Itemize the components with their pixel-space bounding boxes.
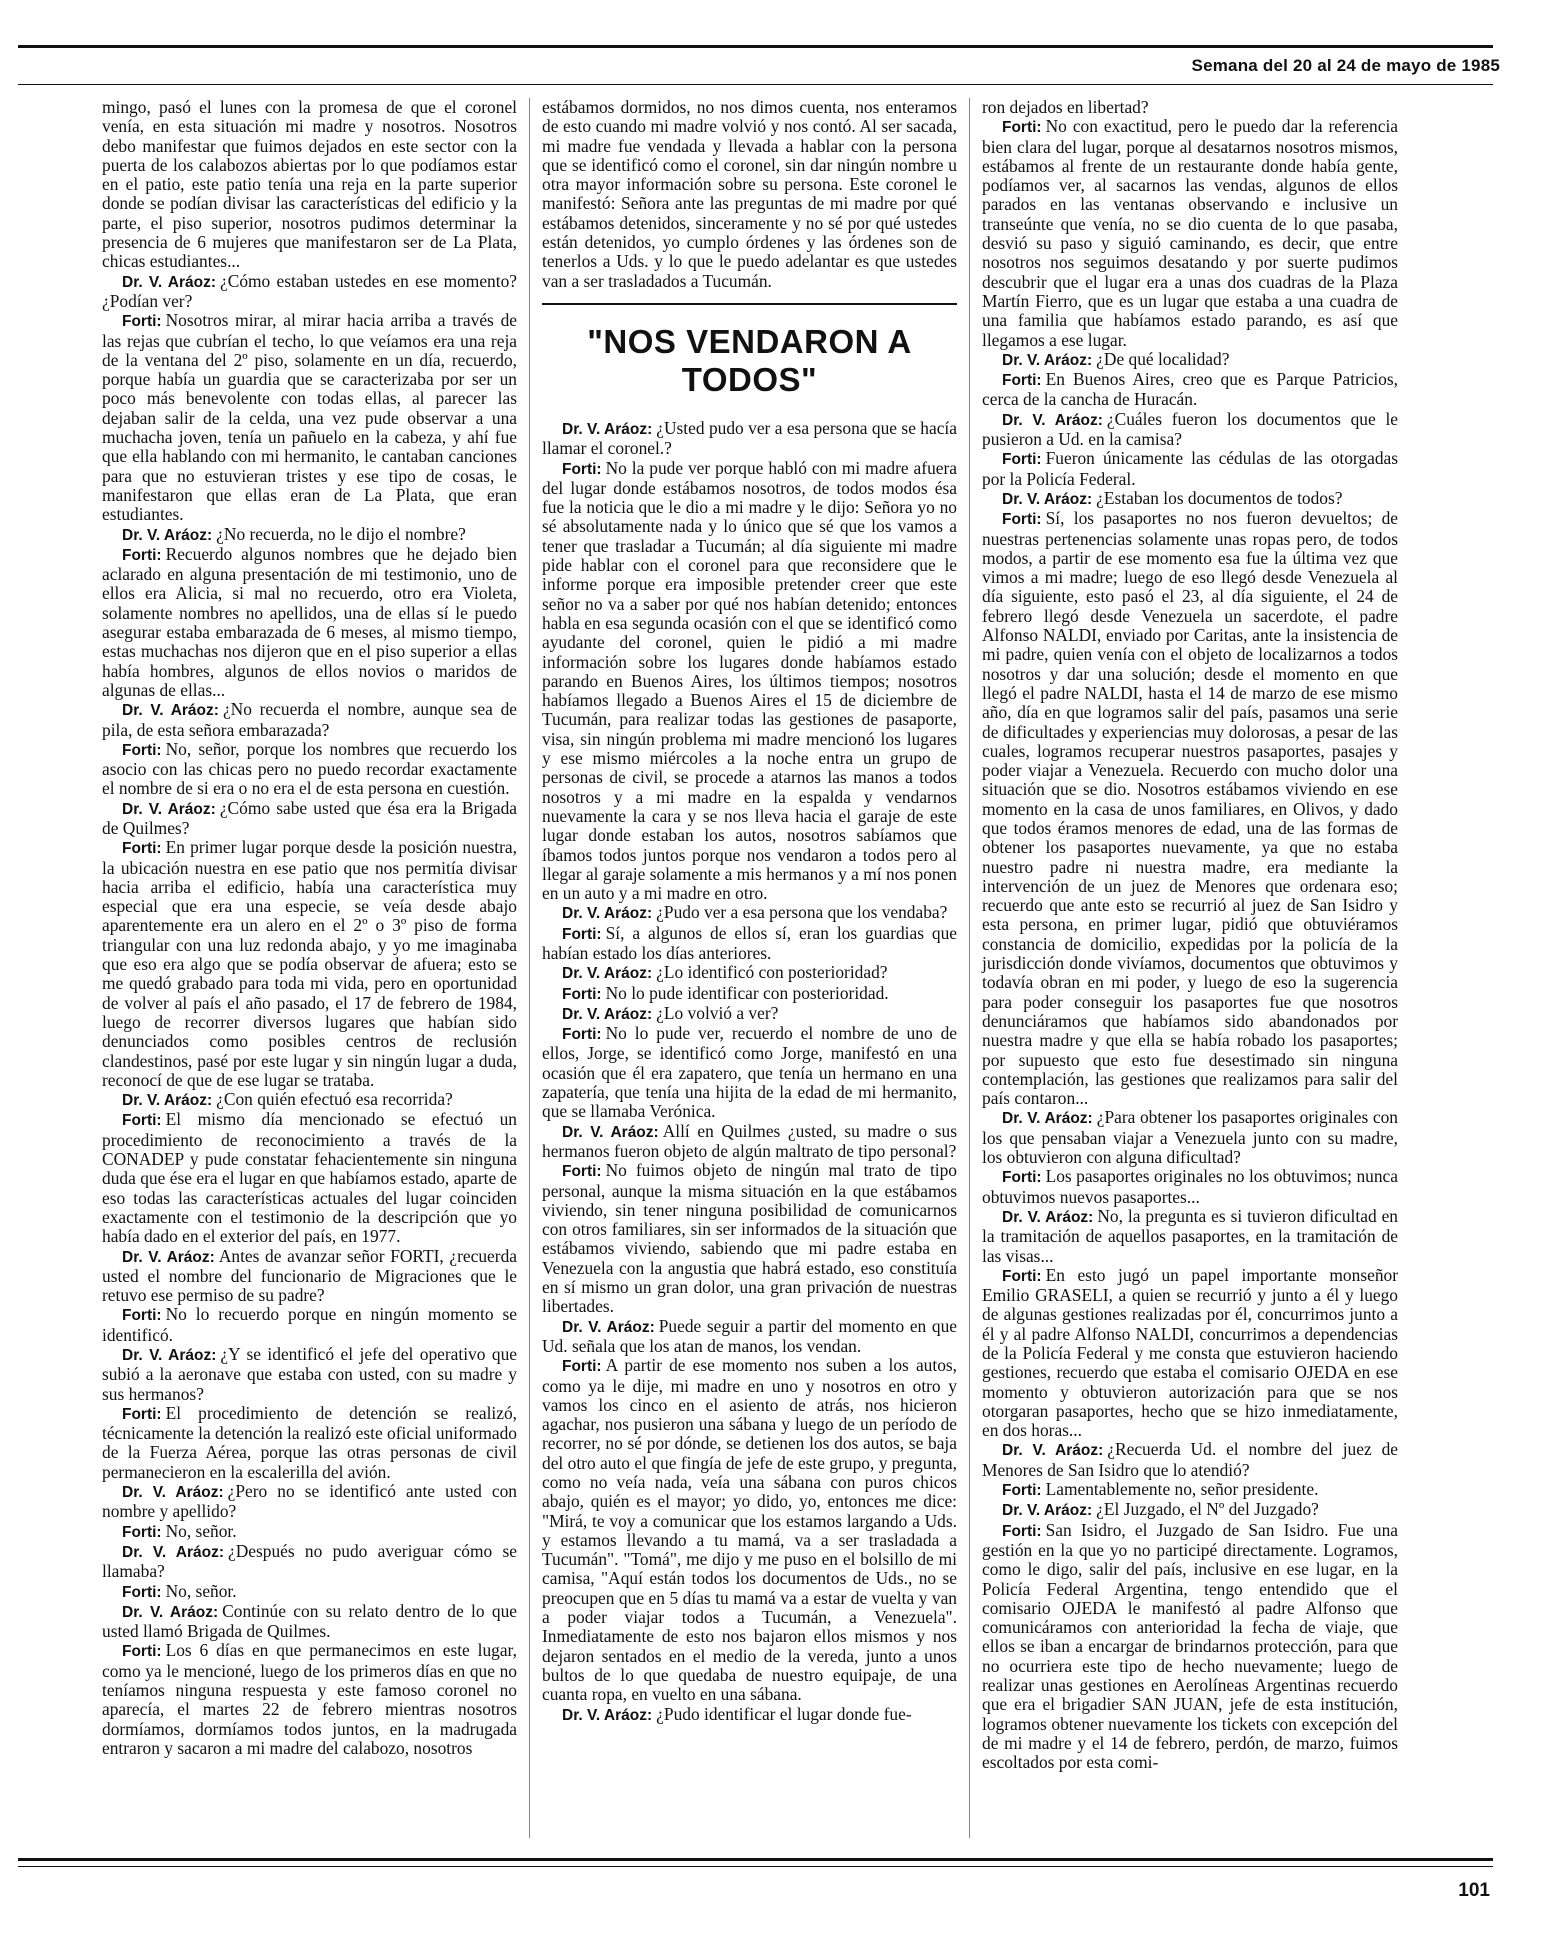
speaker-label: Forti: xyxy=(122,1643,162,1661)
paragraph-text: El procedimiento de detención se realizó, técnicamente la detención la realizó este oficial uniformado de la Fuerza Aérea, porque las otras personas de civil permanecieron en la escalerilla del avión. xyxy=(102,1402,517,1482)
paragraph-text: El mismo día mencionado se efectuó un procedimiento de reconocimiento a través de la CONADEP y pude constatar fehacientemente sin ninguna duda que ése era el lugar en que habíamos estado, aparte de eso todas las características actuales del lugar coinciden exactamente con el testimonio de la descripción que yo había dado en el exterior del país, en 1977. xyxy=(102,1109,517,1247)
paragraph-text: ¿Pudo ver a esa persona que los vendaba? xyxy=(656,902,948,923)
paragraph-text: No la pude ver porque habló con mi madre afuera del lugar donde estábamos nosotros, de todos modos ésa fue la noticia que le dio a mi madre y le dijo: Señora yo no sé absolutamente nada y lo único que sé que los vamos a tener que trasladar a Tucumán; al día siguiente mi madre pide hablar con el coronel para que reconsidere que le informe porque era imposible pretender creer que este señor no va a saber por qué nos habían detenido; entonces habla en esa segunda ocasión con el que se identificó como ayudante del coronel, quien le pidió a mi madre información sobre los lugares donde habíamos estado parando en Buenos Aires, los últimos tiempos; nosotros habíamos llegado a Buenos Aires el 15 de diciembre de Tucumán, para realizar todas las gestiones de pasaporte, visa, sin ningún problema mi madre mencionó los lugares y ese mismo miércoles a la noche entra un grupo de personas de civil, se procede a atarnos las manos a todos nosotros y a mi madre en la espalda y vendarnos nuevamente la cara y se nos lleva hacia el garaje de este lugar donde estaban los autos, nosotros sabíamos que íbamos todos juntos porque nos vendaron a todos pero al llegar al garaje solamente a mis hermanos y a mí nos ponen en un auto y a mi madre en otro. xyxy=(542,457,957,904)
paragraph-text: ¿Lo identificó con posterioridad? xyxy=(656,962,888,983)
transcript-paragraph xyxy=(542,903,957,923)
transcript-paragraph xyxy=(102,740,517,799)
speaker-label: Dr. V. Aráoz: xyxy=(562,1706,653,1724)
paragraph-text: ¿Cuáles fueron los documentos que le pusieron a Ud. en la camisa? xyxy=(982,408,1398,450)
speaker-label: Dr. V. Aráoz: xyxy=(562,420,653,438)
paragraph-text: En primer lugar porque desde la posición nuestra, la ubicación nuestra en ese patio que nos permitía divisar hacia arriba el edificio, había una característica muy especial que era una especie, se veía desde abajo aparentemente era un alero en el 2º o 3º piso de forma triangular con una luz redonda abajo, y yo me imaginaba que eso era algo que se podía observar de afuera; esto se me quedó grabado para toda mi vida, pero en oportunidad de volver al país el año pasado, el 17 de febrero de 1984, luego de recorrer diversos lugares que habían sido denunciados como posibles centros de reclusión clandestinos, pasé por este lugar y sin ningún lugar a duda, reconocí de que de ese lugar se trataba. xyxy=(102,837,517,1090)
paragraph-text: ¿Después no pudo averiguar cómo se llamaba? xyxy=(102,1540,517,1582)
speaker-label: Forti: xyxy=(122,546,162,564)
paragraph-text: ¿Pudo identificar el lugar donde fue- xyxy=(656,1703,912,1724)
footer-rule xyxy=(18,1858,1493,1861)
paragraph-text: Los 6 días en que permanecimos en este lugar, como ya le mencioné, luego de los primeros días en que no teníamos ninguna respuesta y este famoso coronel no aparecía, el martes 22 de febrero mientras nosotros dormíamos, dormíamos todos juntos, en la madrugada entraron y sacaron a mi madre del calabozo, nosotros xyxy=(102,1640,517,1758)
speaker-label: Forti: xyxy=(122,1307,162,1325)
speaker-label: Dr. V. Aráoz: xyxy=(1002,411,1103,429)
transcript-paragraph xyxy=(982,410,1398,450)
paragraph-text: No lo pude identificar con posterioridad. xyxy=(605,982,889,1003)
transcript-paragraph xyxy=(982,1500,1398,1520)
speaker-label: Forti: xyxy=(1002,1482,1042,1500)
speaker-label: Forti: xyxy=(122,1523,162,1541)
speaker-label: Dr. V. Aráoz: xyxy=(1002,1502,1093,1520)
section-rule xyxy=(542,303,957,305)
speaker-label: Forti: xyxy=(562,1026,602,1044)
speaker-label: Forti: xyxy=(562,460,602,478)
paragraph-text: Puede seguir a partir del momento en que Ud. señala que los atan de manos, los vendan. xyxy=(542,1315,957,1356)
transcript-paragraph xyxy=(542,924,957,964)
speaker-label: Forti: xyxy=(562,925,602,943)
transcript-paragraph xyxy=(102,799,517,839)
paragraph-text: ¿De qué localidad? xyxy=(1096,348,1230,369)
paragraph-text: No lo pude ver, recuerdo el nombre de uno de ellos, Jorge, se identificó como Jorge, manifestó en una ocasión que él era zapatero, que tenía un hermano en una zapatería, que tenía una hijita de la edad de mi hermanito, que se llamaba Verónica. xyxy=(542,1023,957,1122)
transcript-paragraph xyxy=(542,984,957,1004)
speaker-label: Dr. V. Aráoz: xyxy=(562,965,653,983)
speaker-label: Dr. V. Aráoz: xyxy=(562,905,653,923)
paragraph-text: estábamos dormidos, no nos dimos cuenta, nos enteramos de esto cuando mi madre volvió y nos contó. Al ser sacada, mi madre fue vendada y llevada a hablar con la persona que se identificó como el coronel, sin dar ningún nombre u otra mayor información sobre su persona. Este coronel le manifestó: Señora ante las preguntas de mi madre por qué estábamos detenidos, sinceramente y no sé por qué ustedes están detenidos, yo cumplo órdenes y las órdenes son de tenerlos a Uds. y lo que le puedo adelantar es que ustedes van a ser trasladados a Tucumán. xyxy=(542,98,957,291)
transcript-paragraph xyxy=(542,1705,957,1725)
transcript-paragraph xyxy=(102,1305,517,1345)
transcript-paragraph xyxy=(102,1247,517,1306)
transcript-paragraph xyxy=(982,1108,1398,1167)
speaker-label: Forti: xyxy=(122,1112,162,1130)
speaker-label: Forti: xyxy=(1002,1522,1042,1540)
speaker-label: Forti: xyxy=(122,1405,162,1423)
speaker-label: Forti: xyxy=(122,1583,162,1601)
paragraph-text: No fuimos objeto de ningún mal trato de tipo personal, aunque la misma situación en la que estábamos viviendo, sin tener ninguna posibilidad de comunicarnos con otros familiares, sin ser informados de la situación que estábamos viviendo, sabiendo que mi padre estaba en Venezuela con la angustia que habrá estado, eso constituía en sí mismo un gran dolor, una gran privación de nuestras libertades. xyxy=(542,1160,957,1317)
column-1 xyxy=(90,98,530,1838)
speaker-label: Forti: xyxy=(122,741,162,759)
transcript-paragraph xyxy=(982,98,1398,117)
paragraph-text: Sí, los pasaportes no nos fueron devueltos; de nuestras pertenencias solamente unas ropas pero, de todos modos, a partir de ese momento esa fue la última vez que vimos a mi madre; luego de eso llegó desde Venezuela al día siguiente, esto pasó el 23, al día siguiente, el 24 de febrero llegó desde Venezuela un sacerdote, el padre Alfonso NALDI, enviado por Caritas, ante la insistencia de mi padre, quien venía con el objeto de localizarnos a todos nosotros y dar una solución; desde el momento en que llegó el padre NALDI, hasta el 14 de marzo de ese mismo año, día en que logramos salir del país, pasamos una serie de dificultades y experiencias muy dolorosas, a pesar de las cuales, logramos recuperar nuestros pasaportes, pasajes y poder viajar a Venezuela. Recuerdo con mucho dolor una situación que se dio. Nosotros estábamos viviendo en ese momento en la casa de unos familiares, en Olivos, y dado que todos éramos menores de edad, una de las formas de obtener los pasaportes nuevamente, ya que no estaba nuestro padre ni nuestra madre, era mediante la intervención de un juez de Menores que ordenara eso; recuerdo que ante esto se recurrió al juez de San Isidro y esta persona, en primer lugar, pidió que obtuviéramos constancia de domicilio, expedidas por la policía de la jurisdicción donde vivíamos, documentos que obtuvimos y todavía obran en mi poder, y luego de eso la sugerencia para poder conseguir los pasaportes fue que nosotros denunciáramos que habíamos sido abandonados por nuestra madre y que ella se había robado los pasaportes; por supuesto que esto fue desestimado sin ninguna contemplación, las gestiones que realizamos para salir del país contaron... xyxy=(982,508,1398,1109)
paragraph-text: En esto jugó un papel importante monseñor Emilio GRASELI, a quien se recurrió y junto a él y luego de algunas gestiones realizadas por él, concurrimos junto a él y al padre Alfonso NALDI, concurrimos a dependencias de la Policía Federal y me consta que estuvieron haciendo gestiones, recuerdo que estaba el comisario OJEDA en ese momento y obtuvieron autorización para que se nos otorgaran pasaportes, hecho que se hizo inmediatamente, en dos horas... xyxy=(982,1264,1398,1441)
speaker-label: Dr. V. Aráoz: xyxy=(1002,1208,1094,1226)
speaker-label: Dr. V. Aráoz: xyxy=(122,800,216,818)
paragraph-text: San Isidro, el Juzgado de San Isidro. Fue una gestión en la que yo no participé directamente. Logramos, como le digo, salir del país, inclusive en ese lugar, en la Policía Federal Argentina, tengo entendido que el comisario OJEDA le manifestó al padre Alfonso que comunicáramos con anterioridad la fecha de viaje, que ellos se iban a encargar de brindarnos protección, para que no ocurriera este tipo de hecho nuevamente; luego de realizar unas gestiones en Aerolíneas Argentinas recuerdo que era el brigadier SAN JUAN, jefe de esta institución, logramos obtener nuevamente los tickets con excepción del de mi madre y el 14 de febrero, perdón, de marzo, fuimos escoltados por esta comi- xyxy=(982,1519,1398,1773)
paragraph-text: Fueron únicamente las cédulas de las otorgadas por la Policía Federal. xyxy=(982,448,1398,489)
paragraph-text: ¿Estaban los documentos de todos? xyxy=(1096,487,1343,508)
paragraph-text: Los pasaportes originales no los obtuvimos; nunca obtuvimos nuevos pasaportes... xyxy=(982,1166,1398,1207)
paragraph-text: En Buenos Aires, creo que es Parque Patricios, cerca de la cancha de Huracán. xyxy=(982,369,1398,410)
paragraph-text: Nosotros mirar, al mirar hacia arriba a través de las rejas que cubrían el techo, lo que veíamos era una reja de la ventana del 2º piso, solamente en un día, recuerdo, porque había un guardia que se caracterizaba por ser un poco más benevolente con todas ellas, al parecer las dejaban salir de la celda, una vez pude observar a una muchacha joven, tenía un pañuelo en la cabeza, y ahí fue que ella hablando con mi hermanito, le cantaban canciones para que no estuvieran tristes y ese tipo de cosas, le manifestaron que ellas eran de La Plata, que eran estudiantes. xyxy=(102,310,517,525)
transcript-paragraph xyxy=(102,98,517,272)
paragraph-text: Recuerdo algunos nombres que he dejado bien aclarado en alguna presentación de mi testimonio, uno de ellos era Alicia, si mal no recuerdo, otro era Violeta, solamente nombres no apellidos, una de ellas sí le puedo asegurar estaba embarazada de 6 meses, al mismo tiempo, estas muchachas nos dijeron que en el piso superior a ellas había hombres, algunos de ellos novios o maridos de algunas de ellas... xyxy=(102,543,517,700)
paragraph-text: ¿Para obtener los pasaportes originales con los que pensaban viajar a Venezuela junto con su madre, los obtuvieron con alguna dificultad? xyxy=(982,1107,1398,1168)
transcript-paragraph xyxy=(542,459,957,904)
paragraph-text: No, señor. xyxy=(165,1580,237,1601)
transcript-paragraph xyxy=(542,1024,957,1121)
paragraph-text: ¿Lo volvió a ver? xyxy=(656,1002,779,1023)
paragraph-text: ¿Usted pudo ver a esa persona que se hacía llamar el coronel.? xyxy=(542,417,957,459)
footer-rule-thin xyxy=(18,1866,1493,1867)
paragraph-text: Lamentablemente no, señor presidente. xyxy=(1045,1479,1319,1500)
paragraph-text: No, señor. xyxy=(165,1520,237,1541)
speaker-label: Dr. V. Aráoz: xyxy=(122,526,213,544)
transcript-paragraph xyxy=(982,1480,1398,1500)
speaker-label: Dr. V. Aráoz: xyxy=(562,1318,655,1336)
paragraph-text: ¿No recuerda el nombre, aunque sea de pila, de esta señora embarazada? xyxy=(102,699,517,740)
transcript-paragraph xyxy=(982,489,1398,509)
speaker-label: Forti: xyxy=(562,1358,602,1376)
paragraph-text: Allí en Quilmes ¿usted, su madre o sus hermanos fueron objeto de algún maltrato de tipo personal? xyxy=(542,1120,957,1161)
transcript-paragraph xyxy=(542,1122,957,1162)
transcript-paragraph xyxy=(102,1345,517,1404)
paragraph-text: ¿El Juzgado, el Nº del Juzgado? xyxy=(1096,1499,1319,1520)
paragraph-text: ¿Cómo sabe usted que ésa era la Brigada de Quilmes? xyxy=(102,797,517,838)
speaker-label: Dr. V. Aráoz: xyxy=(562,1005,653,1023)
transcript-paragraph xyxy=(542,1161,957,1316)
speaker-label: Forti: xyxy=(122,313,162,331)
speaker-label: Dr. V. Aráoz: xyxy=(122,1092,213,1110)
speaker-label: Dr. V. Aráoz: xyxy=(1002,490,1093,508)
speaker-label: Forti: xyxy=(122,840,162,858)
transcript-paragraph xyxy=(982,509,1398,1108)
transcript-paragraph xyxy=(102,1482,517,1522)
transcript-paragraph xyxy=(102,1582,517,1602)
article-columns xyxy=(90,98,1490,1838)
column-2 xyxy=(530,98,970,1838)
speaker-label: Forti: xyxy=(1002,451,1042,469)
transcript-paragraph xyxy=(982,1266,1398,1441)
paragraph-text: ¿No recuerda, no le dijo el nombre? xyxy=(216,523,466,544)
speaker-label: Dr. V. Aráoz: xyxy=(1002,351,1093,369)
transcript-paragraph xyxy=(102,1542,517,1582)
transcript-paragraph xyxy=(982,1207,1398,1266)
paragraph-text: A partir de ese momento nos suben a los autos, como ya le dije, mi madre en uno y nosotros en otro y vamos los cinco en el asiento de atrás, nos hicieron agachar, nos pusieron una sábana y luego de un período de recorrer, no sé por dónde, se detienen los dos autos, se baja del otro auto el que fingía de jefe de este grupo, y pregunta, como no veía nada, veía una sábana con puros chicos abajo, quién es el mayor; yo dido, yo, entonces me dice: "Mirá, te voy a comunicar que los estamos largando a Uds. y estamos llevando a tu mamá, va a ser trasladada a Tucumán". "Tomá", me dijo y me puso en el bolsillo de mi camisa, "Aquí están todos los documentos de Uds., no se preocupen que en 5 días tu mamá va a estar de vuelta y van a poder viajar todos a Tucumán, a Venezuela". Inmediatamente de esto nos bajaron ellos mismos y nos dejaron sentados en el medio de la vereda, junto a unos bultos de lo que quedaba de nuestro equipaje, de una cuanta ropa, en vuelto en una sábana. xyxy=(542,1355,957,1705)
speaker-label: Dr. V. Aráoz: xyxy=(122,1248,215,1266)
speaker-label: Forti: xyxy=(1002,372,1042,390)
transcript-paragraph xyxy=(102,311,517,524)
paragraph-text: Antes de avanzar señor FORTI, ¿recuerda usted el nombre del funcionario de Migraciones que le retuvo ese permiso de su padre? xyxy=(102,1245,517,1306)
paragraph-text: mingo, pasó el lunes con la promesa de que el coronel venía, en esta situación mi madre y nosotros. Nosotros debo manifestar que fuimos dejados en este sector con la puerta de los calabozos abiertas por lo que podíamos estar en el patio, este patio tenía una reja en la parte superior donde se podían divisar las características del edificio y la parte, el piso superior, nosotros pudimos determinar la presencia de 6 mujeres que manifestaron ser de La Plata, chicas estudiantes... xyxy=(102,98,517,272)
column-3 xyxy=(970,98,1410,1838)
speaker-label: Forti: xyxy=(1002,1267,1042,1285)
transcript-paragraph xyxy=(982,1521,1398,1773)
transcript-paragraph xyxy=(102,272,517,312)
transcript-paragraph xyxy=(982,117,1398,350)
transcript-paragraph xyxy=(982,449,1398,489)
speaker-label: Dr. V. Aráoz: xyxy=(1002,1442,1104,1460)
speaker-label: Forti: xyxy=(1002,119,1042,137)
paragraph-text: No con exactitud, pero le puedo dar la referencia bien clara del lugar, porque al desatarnos nosotros mismos, estábamos al frente de un restaurante donde había gente, podíamos ver, al sacarnos las vendas, algunos de ellos parados en las ventanas observando e inclusive un transeúnte que venía, no se dio cuenta de lo que pasaba, desvió su paso y siguió caminando, es decir, que entre nosotros nos seguimos desatando y por suerte pudimos descubrir que el lugar era a unas dos cuadras de la Plaza Martín Fierro, que es un lugar que estaba a una cuadra de una familia que habíamos estado parando, es así que llegamos a ese lugar. xyxy=(982,116,1398,350)
paragraph-text: ¿Con quién efectuó esa recorrida? xyxy=(216,1089,453,1110)
transcript-paragraph xyxy=(102,545,517,700)
header-rule xyxy=(18,84,1493,85)
speaker-label: Dr. V. Aráoz: xyxy=(562,1123,659,1141)
transcript-paragraph xyxy=(102,525,517,545)
transcript-paragraph xyxy=(982,1440,1398,1480)
section-heading: "NOS VENDARON A TODOS" xyxy=(587,322,912,398)
speaker-label: Dr. V. Aráoz: xyxy=(122,702,219,720)
transcript-paragraph xyxy=(102,1404,517,1482)
issue-date: Semana del 20 al 24 de mayo de 1985 xyxy=(1191,56,1500,75)
paragraph-text: Continúe con su relato dentro de lo que usted llamó Brigada de Quilmes. xyxy=(102,1600,517,1642)
transcript-paragraph xyxy=(982,350,1398,370)
transcript-paragraph xyxy=(982,370,1398,410)
transcript-paragraph xyxy=(102,1522,517,1542)
speaker-label: Dr. V. Aráoz: xyxy=(122,1543,225,1561)
paragraph-text: ¿Recuerda Ud. el nombre del juez de Menores de San Isidro que lo atendió? xyxy=(982,1439,1398,1480)
speaker-label: Dr. V. Aráoz: xyxy=(1002,1110,1093,1128)
transcript-paragraph xyxy=(102,1090,517,1110)
speaker-label: Forti: xyxy=(562,985,602,1003)
transcript-paragraph xyxy=(102,1602,517,1642)
transcript-paragraph xyxy=(542,419,957,459)
top-rule xyxy=(18,45,1493,48)
transcript-paragraph xyxy=(542,1317,957,1357)
transcript-paragraph xyxy=(102,1110,517,1246)
paragraph-text: ¿Cómo estaban ustedes en ese momento? ¿Podían ver? xyxy=(102,270,517,311)
paragraph-text: Sí, a algunos de ellos sí, eran los guardias que habían estado los días anteriores. xyxy=(542,922,957,963)
transcript-paragraph xyxy=(542,1004,957,1024)
page-number: 101 xyxy=(1458,1880,1490,1901)
paragraph-text: ¿Pero no se identificó ante usted con nombre y apellido? xyxy=(102,1481,517,1522)
speaker-label: Dr. V. Aráoz: xyxy=(122,273,217,291)
speaker-label: Forti: xyxy=(562,1163,602,1181)
paragraph-text: No, la pregunta es si tuvieron dificultad en la tramitación de aquellos pasaportes, en la tramitación de las visas... xyxy=(982,1205,1398,1266)
transcript-paragraph xyxy=(102,838,517,1090)
speaker-label: Forti: xyxy=(1002,511,1042,529)
speaker-label: Dr. V. Aráoz: xyxy=(122,1347,217,1364)
speaker-label: Forti: xyxy=(1002,1169,1042,1187)
speaker-label: Dr. V. Aráoz: xyxy=(122,1484,224,1502)
speaker-label: Dr. V. Aráoz: xyxy=(122,1603,219,1621)
paragraph-text: No, señor, porque los nombres que recuerdo los asocio con las chicas pero no puedo recordar exactamente el nombre de si era o no era el de esta persona en cuestión. xyxy=(102,738,517,799)
transcript-paragraph xyxy=(542,98,957,291)
paragraph-text: ron dejados en libertad? xyxy=(982,98,1149,117)
transcript-paragraph xyxy=(102,700,517,740)
transcript-paragraph xyxy=(542,963,957,983)
transcript-paragraph xyxy=(982,1167,1398,1207)
paragraph-text: No lo recuerdo porque en ningún momento se identificó. xyxy=(102,1304,517,1345)
transcript-paragraph xyxy=(102,1641,517,1758)
transcript-paragraph xyxy=(542,1356,957,1704)
paragraph-text: ¿Y se identificó el jefe del operativo que subió a la aeronave que estaba con usted, con su madre y sus hermanos? xyxy=(102,1344,517,1404)
